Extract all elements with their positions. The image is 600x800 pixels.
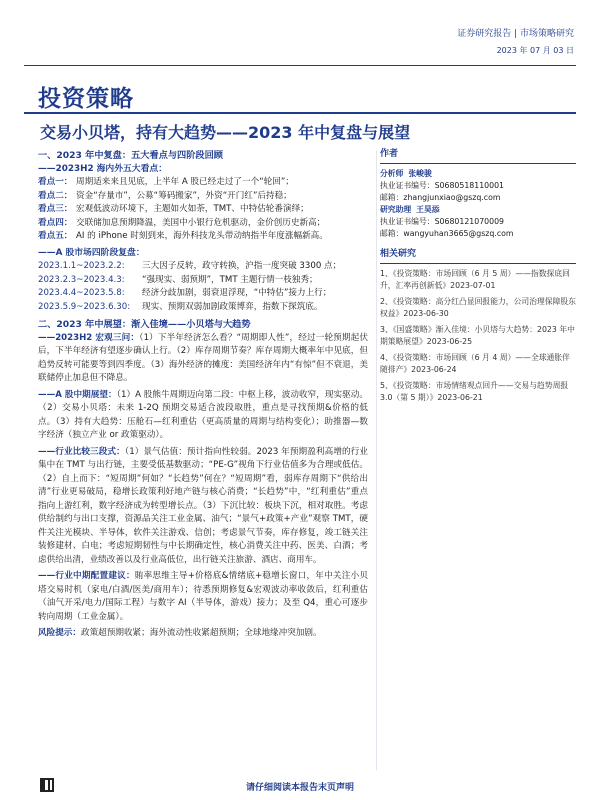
sidebar: [380, 148, 576, 408]
related-report-item[interactable]: 2、《投资策略：高分红凸显回报能力，公司治理保障股东权益》2023-06-30: [380, 297, 576, 318]
related-research-heading: 相关研究: [380, 248, 576, 264]
industry-paragraph: ——行业比较三段式：（1）景气估值：预计指向性较弱。2023 年预期盈利高增的行业集中在 TMT 与出行链，主要受低基数驱动；“PE-G”视角下行业估值多为合理或低估。（2）自上而下：“短周期”何如？“长趋势”何在？“短周期”看，弱库存周期下“供给出清”行业更易破局，稳增长政策利好地产链与核心消费；“长趋势”中，“红利重估”重点指向上游红利，数字经济成为转型增长点。（3）下沉比较：板块下沉，相对取胜。考虑供给制约与出口支撑，资源品关注工业金属、油气；“景气+政策+产业”观察 TMT，硬件关注光模块、半导体，软件关注游戏、信创；考虑景气节奏，库存修复，竣工链关注装修建材、白电；考虑短期韧性与中长期确定性，核心消费关注中药、医美、白酒；考虑供给出清，业绩改善以及行业高低位，出行链关注旅游、酒店、商用车。: [38, 446, 368, 565]
author-1-cert: 执业证书编号：S0680518110001: [380, 181, 505, 190]
macro-paragraph: ——2023H2 宏观三问：（1）下半年经济怎么看？“周期即人性”，经过一轮预期起伏后，下半年经济有望逐步确认上行。（2）库存周期节奏？库存周期大概率年中见底，但趋势反转可能要等到四季度。（3）海外经济的摊度：美国经济年内“有惊”但不衰退，美联储停止加息但不降息。: [38, 332, 368, 383]
report-category: 证券研究报告 | 市场策略研究: [457, 29, 574, 39]
author-2-email[interactable]: 邮箱：wangyuhan3665@gszq.com: [380, 229, 514, 238]
list-item: 看点二： 资金“存量市”，公募“筹码搬家”，外资“开门红”后持稳；: [38, 190, 292, 201]
section-1-title: 一、2023 年中复盘：五大看点与四阶段回顾: [38, 150, 223, 161]
list-item: 看点四： 交联储加息预期降温，美国中小银行危机驱动，金价创历史新高；: [38, 217, 326, 228]
header-divider: [24, 65, 576, 66]
report-brand: 投资策略: [38, 86, 134, 112]
list-item: 2023.5.9~2023.6.30: 现实、预期双弱加剧政策博弈，指数下探筑底。: [38, 301, 323, 312]
config-paragraph: ——行业中期配置建议：賄率思维主导+价格底&情绪底+稳增长窗口，年中关注小贝塔交易时机（家电/白酒/医美/商用车）；待悉预期修复&宏观波动率收敛后，红利重估（油气开采/电力/国际工程）与数字 AI（半导体，游戏）接力；及至 Q4，重心可逐步转向周期（工业金属）。: [38, 571, 368, 622]
list-item: 2023.1.1~2023.2.2: 三大因子反转，政守转换，沪指一度突破 3300 点；: [38, 261, 342, 271]
author-1-email[interactable]: 邮箱：zhangjunxiao@gszq.com: [380, 193, 501, 202]
main-content: [38, 148, 368, 778]
related-report-item[interactable]: 3、《国盛策略》渐入佳境：小贝塔与大趋势：2023 年中期策略展望》2023-06-25: [380, 325, 575, 346]
section-1-sub-2: ——A 股市场四阶段复盘：: [38, 247, 145, 258]
ashare-paragraph: ——A 股中期展望：（1）A 股熊牛周期迈向第二段：中枢上移，波动收窄，现实驱动。（2）交易小贝塔：未来 1-2Q 预期交易适合波段取胜，重点是寻找预期&价格的低点。（3）持有大趋势：压舱石—红利重估（更高质量的周期与结构变化）；助推器—数字经济（独立产业 or 政策驱动）。: [38, 389, 368, 440]
authors-heading: 作者: [380, 148, 576, 164]
report-header: [314, 26, 574, 56]
risk-paragraph: 风险提示：政策超预期收紧；海外流动性收紧超预期；全球地缘冲突加剧。: [38, 628, 322, 638]
brand-divider: [24, 112, 576, 114]
footer-disclaimer: 请仔细阅读本报告末页声明: [245, 783, 354, 793]
list-item: 2023.2.3~2023.4.3: “强现实、弱预期”，TMT 主题行情一枝独秀；: [38, 274, 318, 285]
list-item: 看点三： 宏观低波动环境下，主题如火如荼，TMT、中特估轮番演绎；: [38, 204, 309, 214]
report-date: 2023 年 07 月 03 日: [496, 46, 574, 55]
page-title: 交易小贝塔，持有大趋势——2023 年中复盘与展望: [40, 123, 411, 142]
author-2-cert: 执业证书编号：S0680121070009: [380, 217, 505, 226]
related-report-item[interactable]: 4、《投资策略：市场回顾（6 月 4 周）——全球通胀伴随排产》2023-06-24: [380, 353, 570, 374]
list-item: 看点五： AI 的 iPhone 时刻到来，海外科技龙头带动纳指半年度涨幅新高。: [38, 231, 328, 241]
list-item: 看点一： 周期适来来且见底，上半年 A 股已经走过了一个“轮回”；: [38, 177, 294, 187]
column-divider: [376, 150, 377, 770]
related-report-item[interactable]: 1、《投资策略：市场回顾（6 月 5 周）——指数探底回升，汇率再创新低》2023-07-01: [380, 269, 570, 290]
related-report-item[interactable]: 5、《投资策略：市场情绪观点回升——交易与趋势周报 3.0（第 5 期）》2023-06-21: [380, 381, 569, 402]
author-2: 研究助理 王昊添: [380, 205, 440, 214]
section-1-sub-1: ——2023H2 海内外五大看点：: [38, 163, 167, 174]
section-2-title: 二、2023 年中展望：渐入佳境——小贝塔与大趋势: [38, 319, 251, 330]
author-1: 分析师 张峻骏: [380, 169, 432, 178]
list-item: 2023.4.4~2023.5.8: 经济分歧加剧，弱衰退浮现，“中特估”接力上行；: [38, 288, 332, 298]
